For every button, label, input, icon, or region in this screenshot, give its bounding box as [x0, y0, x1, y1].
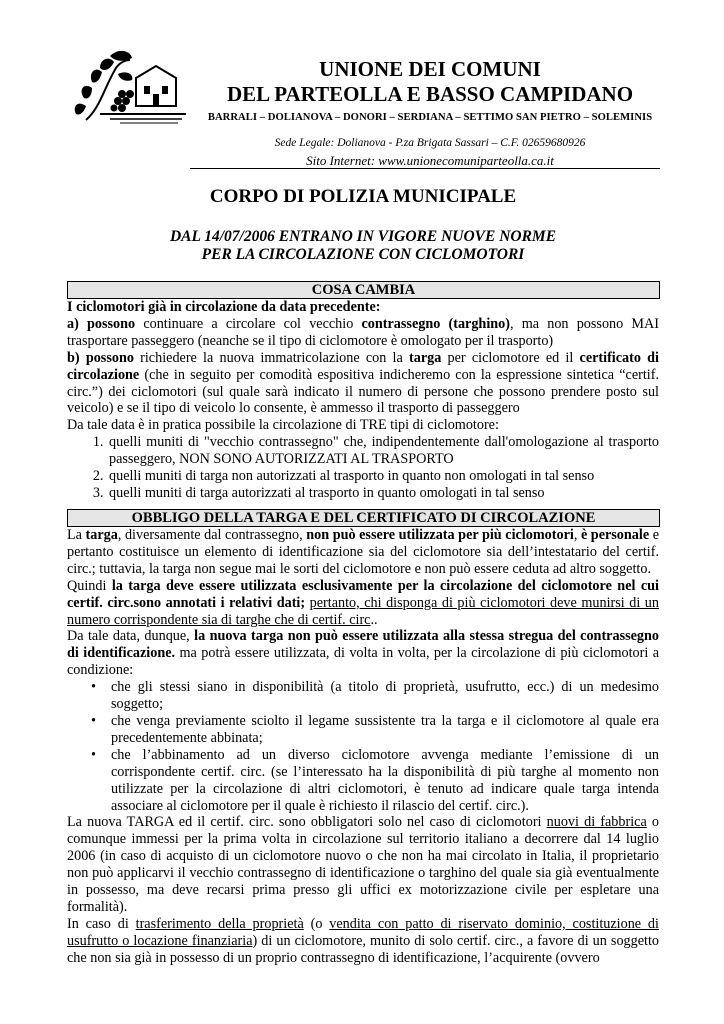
list-item: • che l’abbinamento ad un diverso ciclomotore avvenga mediante l’emissione di un corrispondente certif. circ. (se l’interessato ha la disponibilità di più targhe al momento non utilizzate per la circolazione di altri ciclomotori, è tenuto ad indicare quale targa intenda associare al ciclomotore per il quale è richiesto il rilascio del certif. circ.). — [91, 746, 659, 814]
bullet-icon: • — [91, 679, 96, 696]
paragraph-trasferimento: In caso di trasferimento della proprietà (o vendita con patto di riservato dominio, costituzione di usufrutto o locazione finanziaria) di un ciclomotore, munito di solo certif. circ., a favore di un soggetto che non sia già in possesso di un proprio contrassegno di identificazione, l’acquirente (ovvero — [67, 915, 660, 966]
bullet-icon: • — [91, 712, 96, 729]
header-divider — [190, 168, 660, 169]
three-types-list — [67, 434, 659, 502]
section-heading-cosa-cambia: COSA CAMBIA — [67, 281, 660, 299]
subtitle-line2: PER LA CIRCOLAZIONE CON CICLOMOTORI — [201, 246, 525, 263]
website: Sito Internet: www.unionecomuniparteolla.ca.it — [306, 153, 554, 168]
union-logo — [70, 48, 188, 126]
paragraph-targa: La targa, diversamente dal contrassegno, non può essere utilizzata per più ciclomotori, è personale e pertanto costituisce un elemento di identificazione sia del ciclomotore sia dell’intestatario del certif. circ.; tuttavia, la targa non segue mai le sorti del ciclomotore e non può essere ceduta ad altro soggetto. — [67, 527, 659, 577]
point-b: b) possono richiedere la nuova immatricolazione con la targa per ciclomotore ed il certificato di circolazione (che in seguito per comodità espositiva indicheremo con la espressione sintetica “certif. circ.”) dei ciclomotori (sul quale sarà indicato il numero di persone che possono prendere posto sul veicolo) e se il tipo di veicolo lo consente, è ammesso il trasporto di passeggero — [67, 349, 659, 417]
legal-seat: Sede Legale: Dolianova - P.za Brigata Sassari – C.F. 02659680926 — [274, 137, 586, 149]
subtitle-line1: DAL 14/07/2006 ENTRANO IN VIGORE NUOVE NORME — [169, 228, 557, 245]
list-item: 2. quelli muniti di targa non autorizzati al trasporto in quanto non omologati in tal senso — [107, 468, 659, 485]
intro-paragraph: I ciclomotori già in circolazione da data precedente: — [67, 299, 381, 315]
conditions-list — [67, 679, 659, 814]
paragraph-da-tale-data: Da tale data, dunque, la nuova targa non può essere utilizzata alla stessa stregua del contrassegno di identificazione. ma potrà essere utilizzata, di volta in volta, per la circolazione di più ciclomotori a condizione: — [67, 628, 659, 679]
paragraph-nuova-targa: La nuova TARGA ed il certif. circ. sono obbligatori solo nel caso di ciclomotori nuovi di fabbrica o comunque immessi per la prima volta in circolazione sul territorio italiano a decorrere dal 14 luglio 2006 (in caso di acquisto di un ciclomotore nuovo o che non ha mai circolato in Italia, il proprietario non può applicarvi il vecchio contrassegno di identificazione o targhino del quale sia già eventualmente in possesso, ma deve recarsi prima presso gli uffici ex motorizzazione civile per espletare una formalità). — [67, 814, 660, 915]
list-item: 3. quelli muniti di targa autorizzati al trasporto in quanto omologati in tal senso — [107, 485, 659, 502]
document-title: CORPO DI POLIZIA MUNICIPALE — [209, 186, 517, 207]
list-item: • che venga previamente sciolto il legame sussistente tra la targa e il ciclomotore al quale era precedentemente abbinata; — [91, 712, 659, 746]
point-a: a) possono continuare a circolare col vecchio contrassegno (targhino), ma non possono MAI trasportare passeggero (neanche se il tipo di ciclomotore è omologato per il trasporto) — [67, 315, 659, 349]
list-item: • che gli stessi siano in disponibilità (a titolo di proprietà, usufrutto, ecc.) di un medesimo soggetto; — [91, 679, 659, 713]
paragraph-quindi: Quindi la targa deve essere utilizzata esclusivamente per la circolazione del ciclomotore nel cui certif. circ.sono annotati i relativi dati; pertanto, chi disponga di più ciclomotori deve munirsi di un numero corrispondente sia di targhe che di certif. circ.. — [67, 577, 659, 628]
org-name-line2: DEL PARTEOLLA E BASSO CAMPIDANO — [226, 82, 634, 106]
three-types-intro: Da tale data è in pratica possibile la circolazione di TRE tipi di ciclomotore: — [67, 417, 499, 434]
section-obbligo-targa — [67, 527, 659, 967]
member-towns: BARRALI – DOLIANOVA – DONORI – SERDIANA – SETTIMO SAN PIETRO – SOLEMINIS — [207, 112, 653, 123]
bullet-icon: • — [91, 746, 96, 763]
list-item: 1. quelli muniti di "vecchio contrassegno" che, indipendentemente dall'omologazione al trasporto passeggero, NON SONO AUTORIZZATI AL TRASPORTO — [107, 434, 659, 468]
section-cosa-cambia — [67, 299, 659, 502]
section-heading-obbligo-targa: OBBLIGO DELLA TARGA E DEL CERTIFICATO DI CIRCOLAZIONE — [67, 509, 660, 527]
org-name-line1: UNIONE DEI COMUNI — [319, 57, 541, 81]
